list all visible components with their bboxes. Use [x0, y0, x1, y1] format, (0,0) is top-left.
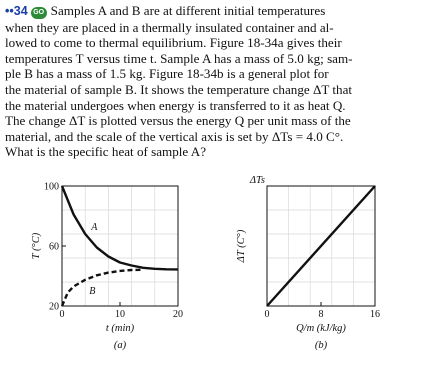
x-axis-label: t (min): [105, 323, 135, 334]
x-tick-label: 0: [59, 309, 65, 320]
plot-frame: [62, 186, 178, 306]
panel-label: (b): [314, 340, 328, 351]
problem-line-10: What is the specific heat of sample A?: [5, 144, 207, 160]
series-line: [267, 186, 375, 306]
problem-line-8: The change ΔT is plotted versus the energy Q per unit mass of the: [5, 113, 351, 129]
x-tick-label: 8: [318, 309, 324, 320]
panel-label: (a): [113, 340, 127, 351]
y-scale-label: ΔTs: [249, 175, 265, 186]
x-tick-label: 10: [115, 309, 125, 320]
series-line-b: [62, 270, 143, 306]
problem-line-6: the material of sample B. It shows the temperature change ΔT that: [5, 81, 353, 97]
y-tick-label: 20: [49, 301, 59, 313]
problem-line-9: material, and the scale of the vertical axis is set by ΔTs = 4.0 C°.: [5, 128, 344, 144]
chart-panel-b: [236, 175, 380, 351]
x-tick-label: 16: [370, 309, 380, 320]
chart-panel-a: [31, 182, 183, 352]
series-line-a: [62, 186, 178, 269]
problem-line-3: lowed to come to thermal equilibrium. Figure 18-34a gives their: [5, 35, 342, 51]
x-axis-label: Q/m (kJ/kg): [296, 323, 346, 334]
y-tick-label: 100: [44, 181, 59, 193]
problem-line-text: Samples A and B are at different initial temperatures: [50, 3, 326, 18]
series-label: B: [89, 285, 96, 297]
y-axis-label: T (°C): [31, 232, 42, 260]
y-tick-label: 60: [49, 241, 59, 253]
problem-line-4: temperatures T versus time t. Sample A has a mass of 5.0 kg; sam-: [5, 50, 353, 66]
problem-line-7: the material undergoes when energy is transferred to it as heat Q.: [5, 97, 346, 113]
series-label: A: [91, 222, 98, 233]
problem-line-5: ple B has a mass of 1.5 kg. Figure 18-34b is a general plot for: [5, 66, 329, 82]
problem-number: ••34: [5, 4, 28, 18]
y-axis-label: ΔT (C°): [236, 229, 247, 263]
go-icon: GO: [31, 7, 47, 19]
problem-line-2: when they are placed in a thermally insulated container and al-: [5, 19, 334, 35]
x-tick-label: 20: [173, 309, 183, 320]
x-tick-label: 0: [264, 309, 270, 320]
